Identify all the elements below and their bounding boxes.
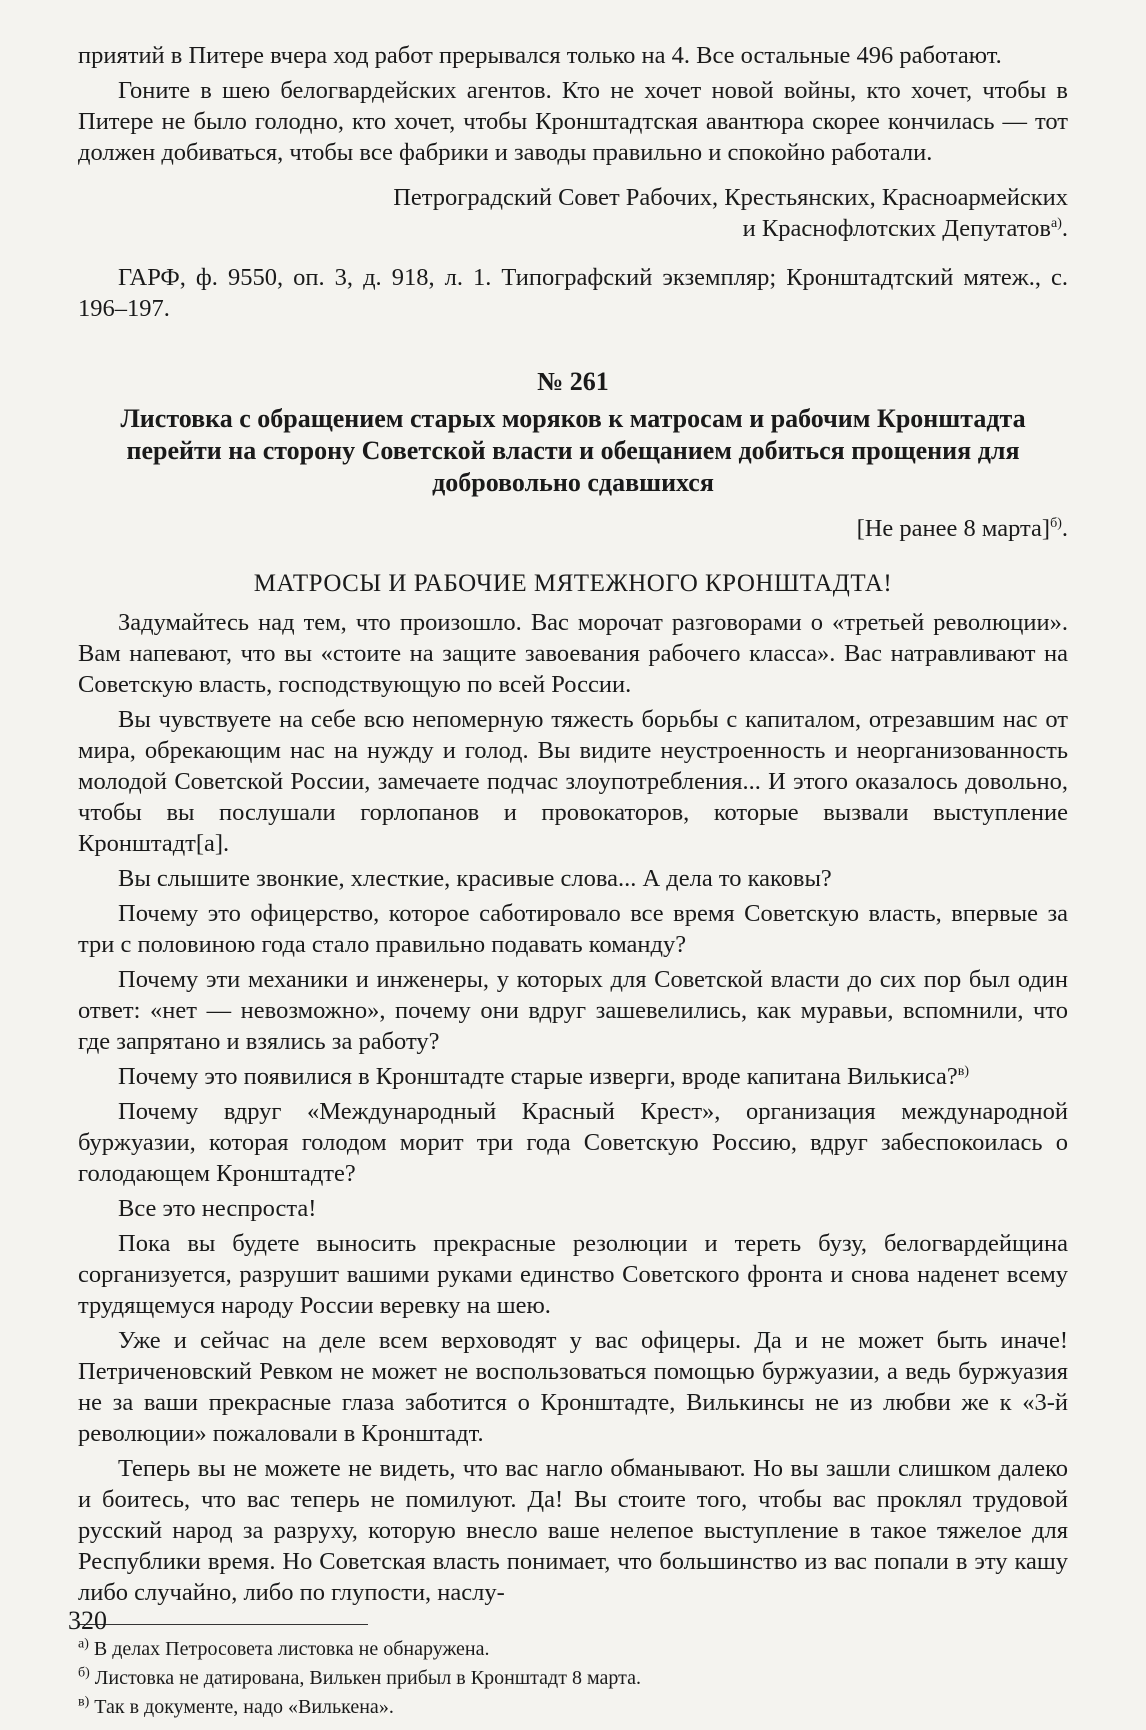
signature	[78, 182, 1068, 244]
paragraph: Все это неспроста!	[118, 1195, 317, 1222]
footnote-divider	[78, 1624, 368, 1625]
footnote: $^{б)}$ Листовка не датирована, Вилькен прибыл в Кронштадт 8 марта.	[78, 1665, 641, 1689]
footnote-ref-c: в)	[957, 1063, 970, 1079]
footnote-ref-b: б)	[1050, 515, 1062, 531]
signature-line-2: и Краснофлотских Депутатов$^{а)}$.	[742, 215, 1068, 242]
paragraph: Почему вдруг «Международный Красный Крест», организация международной буржуазии, которая голодом морит три года Советскую Россию, вдруг забеспокоилась о голодающем Кронштадте?	[78, 1098, 1068, 1187]
page-number: 320	[68, 1606, 107, 1635]
paragraph: Вы слышите звонкие, хлесткие, красивые слова... А дела то каковы?	[118, 865, 832, 892]
footnote-ref-a: а)	[1050, 215, 1062, 231]
paragraph: Почему это офицерство, которое саботировало все время Советскую власть, впервые за три с половиною года стало правильно подавать команду?	[78, 900, 1068, 958]
paragraph: Теперь вы не можете не видеть, что вас нагло обманывают. Но вы зашли слишком далеко и боитесь, что вас теперь не помилуют. Да! Вы стоите того, чтобы вас проклял трудовой русский народ за разруху, которую внесло ваше нелепое выступление в такое тяжелое для Республики время. Но Советская власть понимает, что большинство из вас попали в эту кашу либо случайно, либо по глупости, наслу-	[78, 1455, 1068, 1606]
paragraph: Вы чувствуете на себе всю непомерную тяжесть борьбы с капиталом, отрезавшим нас от мира, обрекающим нас на нужду и голод. Вы видите неустроенность и неорганизованность молодой Советской России, замечаете подчас злоупотребления... И этого оказалось довольно, чтобы вы послушали горлопанов и провокаторов, которые вызвали выступление Кронштадт[а].	[78, 706, 1068, 857]
paragraph: Почему эти механики и инженеры, у которых для Советской власти до сих пор был один ответ: «нет — невозможно», почему они вдруг зашевелились, как муравьи, вспомнили, что где запрятано и взялись за работу?	[78, 966, 1068, 1055]
document-heading: Листовка с обращением старых моряков к матросам и рабочим Кронштадта перейти на сторону Советской власти и обещанием добиться прощения для добровольно сдавшихся	[120, 404, 1026, 497]
paragraph: Пока вы будете выносить прекрасные резолюции и тереть бузу, белогвардейщина сорганизуется, разрушит вашими руками единство Советского фронта и снова наденет всему трудящемуся народу России веревку на шею.	[78, 1230, 1068, 1319]
paragraph: Гоните в шею белогвардейских агентов. Кто не хочет новой войны, кто хочет, чтобы в Питере не было голодно, кто хочет, чтобы Кронштадтская авантюра скорее кончилась — тот должен добиваться, чтобы все фабрики и заводы правильно и спокойно работали.	[78, 77, 1068, 166]
document-date: [Не ранее 8 марта]$^{б)}$.	[856, 515, 1068, 542]
paragraph: Уже и сейчас на деле всем верховодят у вас офицеры. Да и не может быть иначе! Петриченовский Ревком не может не воспользоваться помощью буржуазии, а ведь буржуазия не за ваши прекрасные глаза заботится о Кронштадте, Вилькинсы не из любви же к «3-й революции» пожаловали в Кронштадт.	[78, 1327, 1068, 1447]
signature-line-1: Петроградский Совет Рабочих, Крестьянских, Красноармейских	[393, 184, 1068, 211]
document-number: № 261	[537, 367, 609, 396]
paragraph-continued: приятий в Питере вчера ход работ прерывался только на 4. Все остальные 496 работают.	[78, 42, 1002, 69]
paragraph: Почему это появилися в Кронштадте старые изверги, вроде капитана Вилькиса?$^{в)}$	[118, 1063, 970, 1090]
paragraph: Задумайтесь над тем, что произошло. Вас морочат разговорами о «третьей революции». Вам напевают, что вы «стоите на защите завоевания рабочего класса». Вас натравливают на Советскую власть, господствующую по всей России.	[78, 609, 1068, 698]
address-heading: МАТРОСЫ И РАБОЧИЕ МЯТЕЖНОГО КРОНШТАДТА!	[253, 570, 893, 597]
footnotes	[78, 1635, 1068, 1722]
footnote: $^{в)}$ Так в документе, надо «Вилькена».	[78, 1694, 394, 1718]
archival-source: ГАРФ, ф. 9550, оп. 3, д. 918, л. 1. Типографский экземпляр; Кронштадтский мятеж., с. 196–197.	[78, 264, 1068, 322]
footnote: $^{а)}$ В делах Петросовета листовка не обнаружена.	[78, 1636, 490, 1660]
page-content	[78, 40, 1068, 1722]
